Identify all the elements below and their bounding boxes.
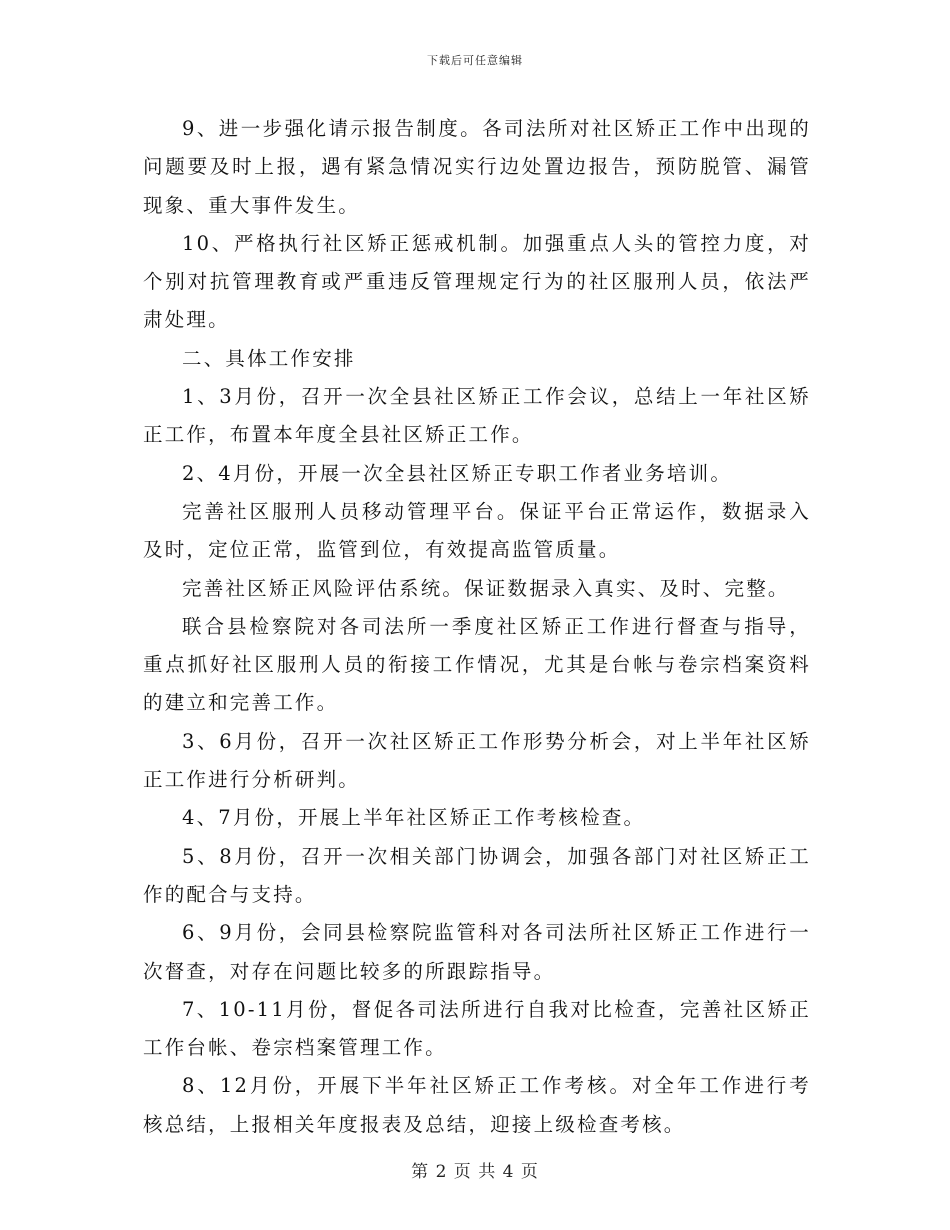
schedule-item-2: 2、4月份，开展一次全县社区矫正专职工作者业务培训。 <box>182 461 733 485</box>
section-heading: 二、具体工作安排 <box>182 346 356 370</box>
schedule-item-6: 6、9月份，会同县检察院监管科对各司法所社区矫正工作进行一次督查，对存在问题比较多的所跟踪指导。 <box>143 921 811 983</box>
paragraph-platform: 完善社区服刑人员移动管理平台。保证平台正常运作，数据录入及时，定位正常，监管到位，有效提高监管质量。 <box>143 499 811 562</box>
page-number: 第 2 页 共 4 页 <box>411 1162 539 1182</box>
paragraph-procuratorate: 联合县检察院对各司法所一季度社区矫正工作进行督查与指导，重点抓好社区服刑人员的衔接工作情况，尤其是台帐与卷宗档案资料的建立和完善工作。 <box>143 614 811 715</box>
paragraph-item-10: 10、严格执行社区矫正惩戒机制。加强重点人头的管控力度，对个别对抗管理教育或严重违反管理规定行为的社区服刑人员，依法严肃处理。 <box>143 231 811 332</box>
page-footer <box>0 1157 950 1182</box>
schedule-item-1: 1、3月份，召开一次全县社区矫正工作会议，总结上一年社区矫正工作，布置本年度全县社区矫正工作。 <box>143 385 811 447</box>
schedule-item-8: 8、12月份，开展下半年社区矫正工作考核。对全年工作进行考核总结，上报相关年度报表及总结，迎接上级检查考核。 <box>143 1074 811 1136</box>
page-header: 下载后可任意编辑 <box>427 54 523 67</box>
schedule-item-7: 7、10-11月份，督促各司法所进行自我对比检查，完善社区矫正工作台帐、卷宗档案管理工作。 <box>143 997 811 1060</box>
schedule-item-4: 4、7月份，开展上半年社区矫正工作考核检查。 <box>182 806 646 830</box>
schedule-item-5: 5、8月份，召开一次相关部门协调会，加强各部门对社区矫正工作的配合与支持。 <box>143 844 811 906</box>
schedule-item-3: 3、6月份，召开一次社区矫正工作形势分析会，对上半年社区矫正工作进行分析研判。 <box>143 729 811 792</box>
document-body <box>143 110 811 1144</box>
paragraph-risk-assessment: 完善社区矫正风险评估系统。保证数据录入真实、及时、完整。 <box>182 576 790 600</box>
paragraph-item-9: 9、进一步强化请示报告制度。各司法所对社区矫正工作中出现的问题要及时上报，遇有紧急情况实行边处置边报告，预防脱管、漏管现象、重大事件发生。 <box>143 117 811 217</box>
